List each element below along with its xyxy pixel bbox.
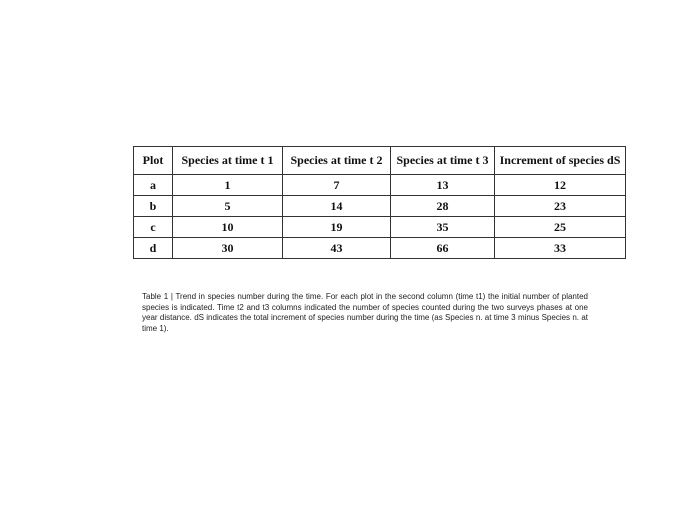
table-caption: Table 1 | Trend in species number during the time. For each plot in the second column (time t1) the initial number of planted species is indicated. Time t2 and t3 columns indicated the number of species counted during the two surveys phases at one year distance. dS indicates the total increment of species number during the time (as Species n. at time 3 minus Species n. at time 1). bbox=[142, 292, 588, 333]
cell-t1: 30 bbox=[173, 238, 283, 259]
header-species-t1: Species at time t 1 bbox=[173, 147, 283, 175]
cell-t2: 14 bbox=[283, 196, 391, 217]
cell-t2: 7 bbox=[283, 175, 391, 196]
cell-t2: 43 bbox=[283, 238, 391, 259]
cell-ds: 23 bbox=[495, 196, 626, 217]
cell-plot: d bbox=[134, 238, 173, 259]
cell-t1: 10 bbox=[173, 217, 283, 238]
header-species-t2: Species at time t 2 bbox=[283, 147, 391, 175]
cell-plot: c bbox=[134, 217, 173, 238]
header-species-t3: Species at time t 3 bbox=[391, 147, 495, 175]
cell-t1: 5 bbox=[173, 196, 283, 217]
table-header-row bbox=[134, 147, 626, 175]
table-row bbox=[134, 175, 626, 196]
cell-t3: 13 bbox=[391, 175, 495, 196]
table-row bbox=[134, 196, 626, 217]
header-plot: Plot bbox=[134, 147, 173, 175]
cell-ds: 12 bbox=[495, 175, 626, 196]
table-row bbox=[134, 217, 626, 238]
cell-ds: 33 bbox=[495, 238, 626, 259]
cell-t2: 19 bbox=[283, 217, 391, 238]
cell-t3: 66 bbox=[391, 238, 495, 259]
cell-plot: b bbox=[134, 196, 173, 217]
cell-t3: 35 bbox=[391, 217, 495, 238]
cell-t1: 1 bbox=[173, 175, 283, 196]
cell-t3: 28 bbox=[391, 196, 495, 217]
cell-ds: 25 bbox=[495, 217, 626, 238]
cell-plot: a bbox=[134, 175, 173, 196]
species-table bbox=[133, 146, 626, 259]
header-increment-ds: Increment of species dS bbox=[495, 147, 626, 175]
table-row bbox=[134, 238, 626, 259]
